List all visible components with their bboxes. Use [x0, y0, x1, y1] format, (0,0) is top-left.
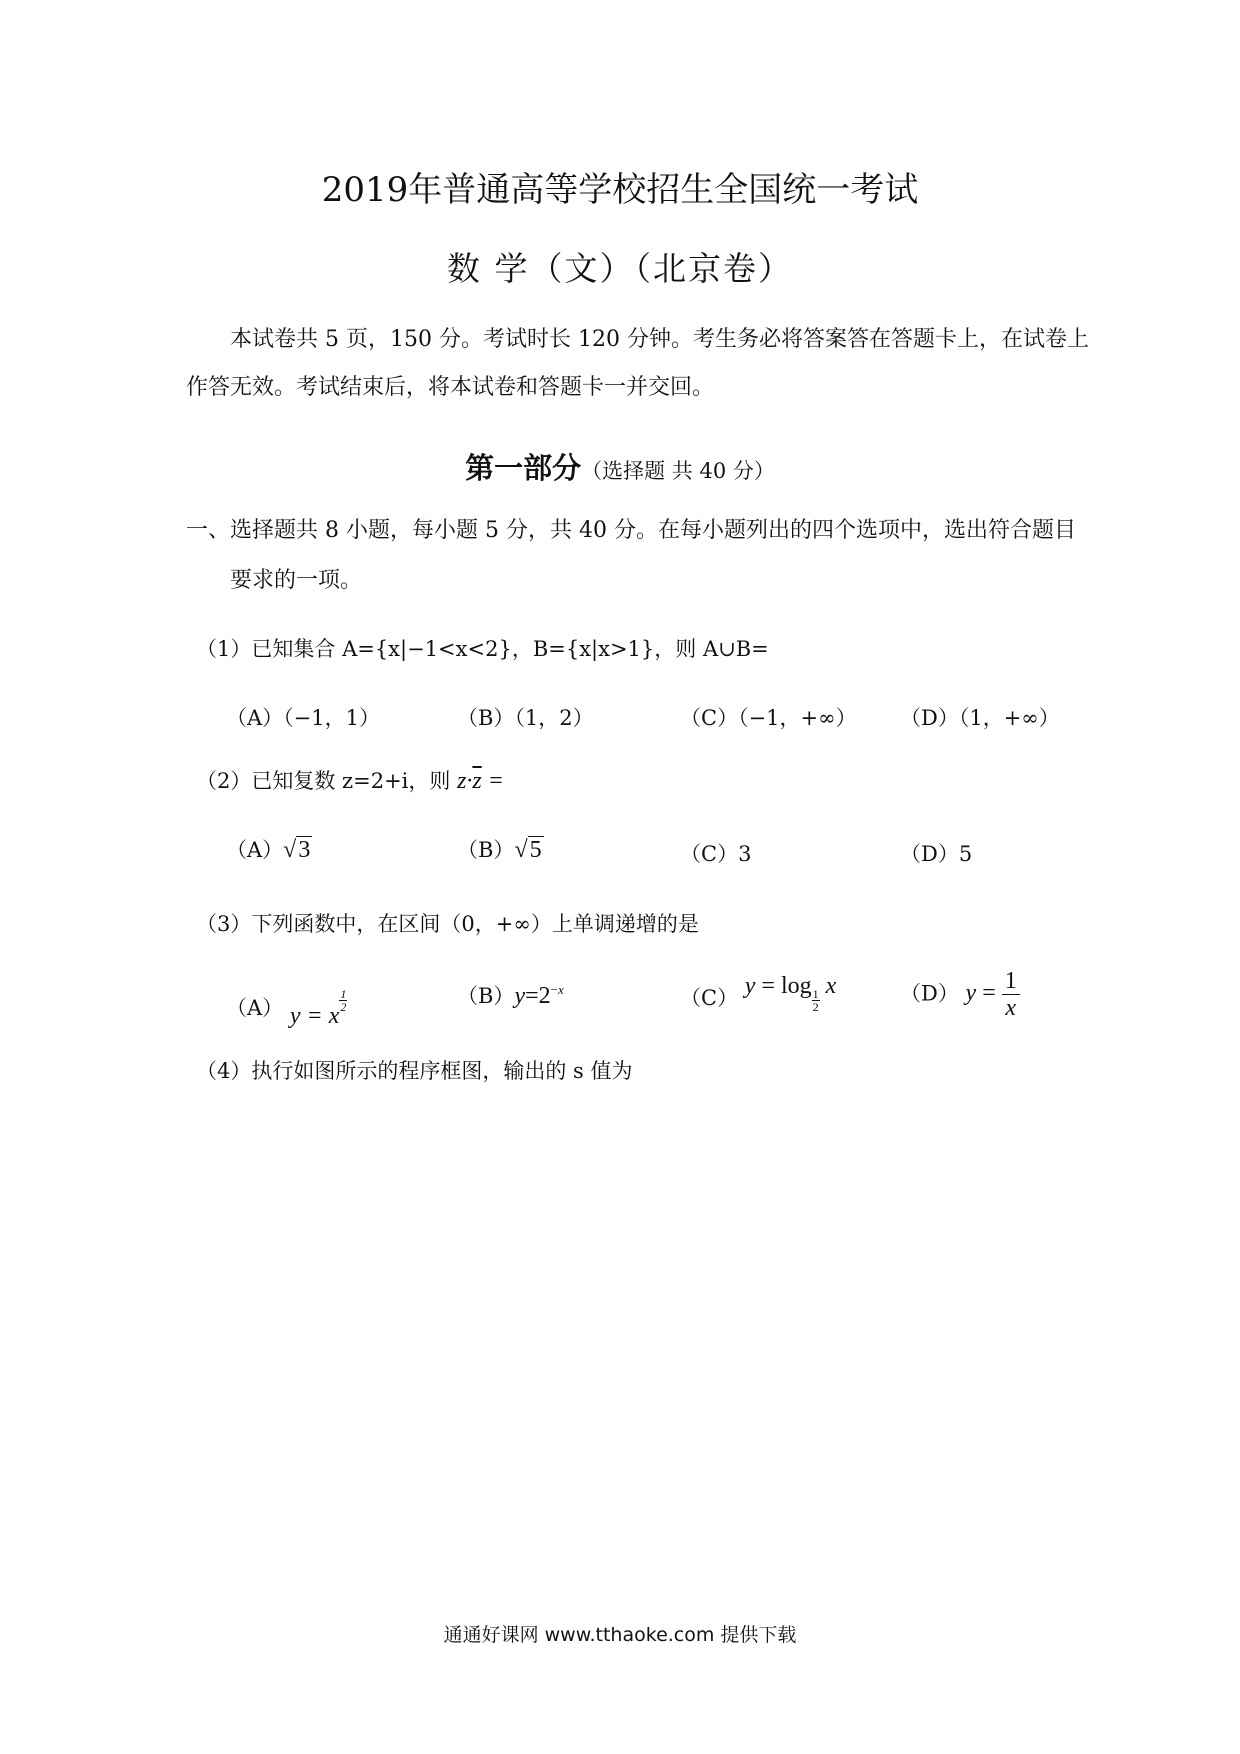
option-label: （C）: [680, 842, 739, 866]
q1-option-a: [226, 702, 380, 732]
exam-title: 2019年普通高等学校招生全国统一考试: [321, 170, 919, 210]
q2-option-a: [226, 834, 312, 864]
q2-option-b: [457, 834, 544, 864]
q3-option-a: [226, 980, 347, 1029]
question-number: （3）: [196, 912, 252, 936]
option-label: （C）: [680, 706, 739, 730]
option-label: （B）: [457, 984, 515, 1008]
question-stem: 已知集合: [251, 637, 343, 661]
part1-instruction-line-1: 一、选择题共 8 小题，每小题 5 分，共 40 分。在每小题列出的四个选项中，选出符合题目: [186, 518, 1076, 543]
q2-option-c: [680, 838, 751, 868]
option-text: 3: [738, 842, 752, 866]
option-math: y = x $^{\frac{1}{2}}$: [289, 987, 347, 1029]
question-number: （4）: [196, 1059, 252, 1083]
question-number: （1）: [196, 637, 252, 661]
q3-option-c: [680, 970, 836, 1013]
radicand: 5: [529, 837, 542, 863]
question-3: [196, 908, 699, 938]
option-text: 5: [958, 842, 973, 866]
option-label: （D）: [900, 706, 959, 730]
option-text: （1，2）: [514, 706, 594, 730]
intro-line-2: 作答无效。考试结束后，将本试卷和答题卡一并交回。: [186, 375, 715, 400]
option-text: （1，+∞）: [958, 706, 1060, 730]
option-label: （D）: [900, 842, 959, 866]
q1-option-b: [457, 702, 594, 732]
option-text: （−1，+∞）: [738, 706, 857, 730]
intro-line-1: 本试卷共 5 页，150 分。考试时长 120 分钟。考生务必将答案答在答题卡上，在试卷上: [230, 327, 1089, 352]
question-number: （2）: [196, 769, 252, 793]
question-stem: 已知复数 z=2+i，则: [251, 769, 458, 793]
option-math: y = log $\frac{1}{2}$ x: [744, 973, 837, 1014]
option-label: （A）: [226, 706, 284, 730]
radicand: 3: [298, 837, 311, 863]
footer-source: 通通好课网 www.tthaoke.com 提供下载: [443, 1624, 797, 1646]
option-label: （C）: [680, 986, 739, 1010]
sqrt-symbol: √5: [514, 837, 542, 863]
question-1: [196, 633, 769, 663]
section-note: （选择题 共 40 分）: [581, 459, 775, 483]
option-label: （B）: [457, 838, 515, 862]
option-label: （A）: [226, 996, 284, 1020]
question-2: [196, 765, 504, 795]
q3-option-d: [900, 968, 1020, 1022]
question-4: [196, 1055, 633, 1085]
q3-option-b: [457, 980, 564, 1010]
question-stem: 执行如图所示的程序框图，输出的 s 值为: [251, 1059, 633, 1083]
option-label: （D）: [900, 981, 959, 1006]
option-math: $y=2^{-x}$: [514, 982, 564, 1009]
q1-option-c: [680, 702, 857, 732]
question-math: $z\cdot\overline{z}$ =: [457, 768, 504, 794]
section-title: 第一部分: [465, 451, 582, 485]
option-math: y = $\frac{1}{x}$: [966, 980, 1020, 1006]
question-stem: 下列函数中，在区间（0，+∞）上单调递增的是: [251, 912, 699, 936]
exam-subtitle: 数 学（文）（北京卷）: [447, 249, 793, 288]
q2-option-d: [900, 838, 972, 868]
option-label: （B）: [457, 706, 515, 730]
option-label: （A）: [226, 838, 284, 862]
sqrt-symbol: √3: [283, 837, 311, 863]
question-math: A={x|−1<x<2}，B={x|x>1}，则 A∪B=: [342, 637, 769, 661]
part1-instruction-line-2: 要求的一项。: [230, 568, 363, 593]
option-text: （−1，1）: [283, 706, 380, 730]
q1-option-d: [900, 702, 1060, 732]
section-heading: [0, 446, 1240, 487]
